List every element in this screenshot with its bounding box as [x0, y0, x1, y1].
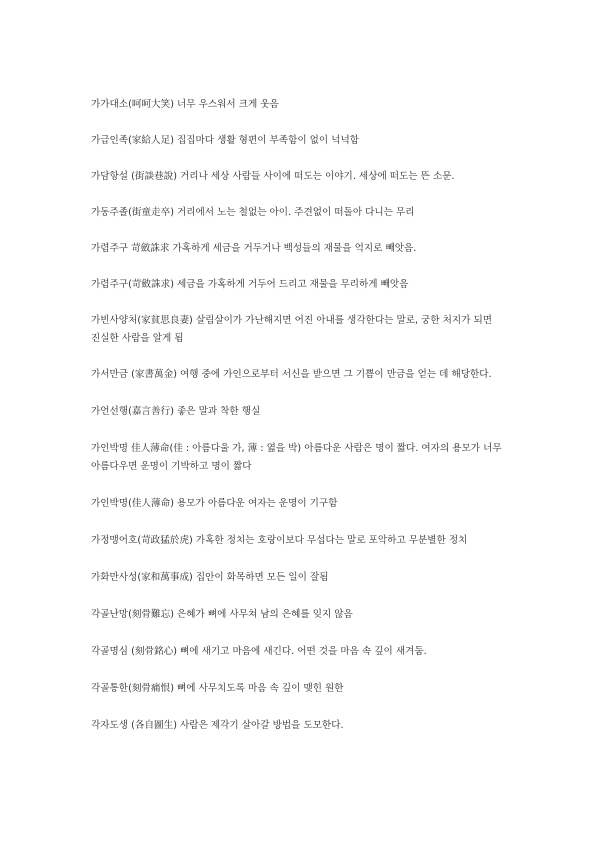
list-item: 가화만사성(家和萬事成) 집안이 화목하면 모든 일이 잘됨 — [91, 572, 329, 583]
list-item: 가빈사양처(家貧思良妻) 살림살이가 가난해지면 어진 아내를 생각한다는 말로, 궁한 처지가 되면 진실한 사람을 알게 됨 — [91, 315, 493, 344]
idiom-list — [91, 96, 521, 735]
list-item: 각자도생 (各自圖生) 사람은 제각기 살아갈 방법을 도모한다. — [91, 720, 344, 731]
list-item: 각골명심 (刻骨銘心) 뼈에 새기고 마음에 새긴다. 어떤 것을 마음 속 깊이 새겨둠. — [91, 646, 427, 657]
list-item: 가인박명 佳人薄命(佳 : 아름다울 가, 薄 : 엷을 박) 아름다운 사람은 명이 짧다. 여자의 용모가 너무 아름다우면 운명이 기박하고 명이 짧다 — [91, 443, 502, 472]
list-item: 가가대소(呵呵大笑) 너무 우스워서 크게 웃음 — [91, 99, 279, 110]
list-item: 각골통한(刻骨痛恨) 뼈에 사무치도록 마음 속 깊이 맺힌 원한 — [91, 683, 344, 694]
list-item: 가인박명(佳人薄命) 용모가 아름다운 여자는 운명이 기구함 — [91, 498, 338, 509]
list-item: 가렴주구 苛斂誅求 가혹하게 세금을 거두거나 백성들의 재물을 억지로 빼앗음. — [91, 243, 417, 254]
list-item: 가언선행(嘉言善行) 좋은 말과 착한 행실 — [91, 406, 261, 417]
list-item: 가렴주구(苛斂誅求) 세금을 가혹하게 거두어 드리고 재물을 무리하게 빼앗음 — [91, 279, 409, 290]
list-item: 가담항설 (街談巷說) 거리나 세상 사람들 사이에 떠도는 이야기. 세상에 떠도는 뜬 소문. — [91, 171, 455, 182]
list-item: 가정맹어호(苛政猛於虎) 가혹한 정치는 호랑이보다 무섭다는 말로 포악하고 무분별한 정치 — [91, 535, 468, 546]
list-item: 각골난망(刻骨難忘) 은혜가 뼈에 사무쳐 남의 은혜를 잊지 않음 — [91, 609, 353, 620]
list-item: 가서만금 (家書萬金) 여행 중에 가인으로부터 서신을 받으면 그 기쁨이 만금을 얻는 데 해당한다. — [91, 369, 492, 380]
list-item: 가동주졸(街童走卒) 거리에서 노는 철없는 아이. 주견없이 떠돌아 다니는 무리 — [91, 207, 415, 218]
list-item: 가급인족(家給人足) 집집마다 생활 형편이 부족함이 없이 넉넉함 — [91, 135, 360, 146]
